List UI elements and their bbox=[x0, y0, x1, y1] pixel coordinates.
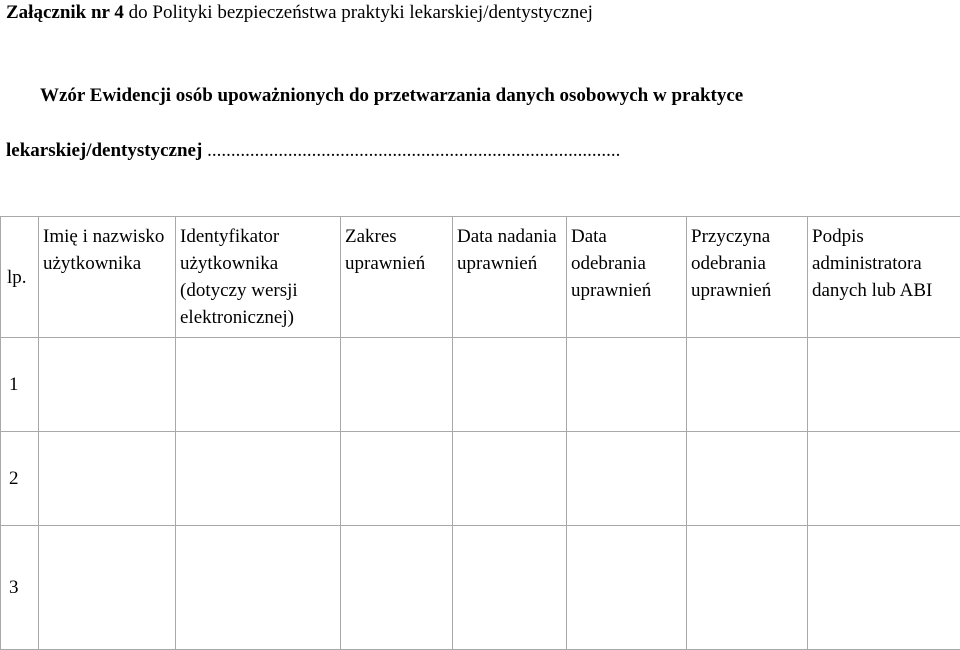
cell-name[interactable] bbox=[39, 432, 176, 526]
document-title-practice-type: lekarskiej/dentystycznej bbox=[6, 140, 202, 161]
header-signature: Podpis administratora danych lub ABI bbox=[808, 217, 960, 338]
row-number: 1 bbox=[1, 338, 39, 432]
cell-revoke-date[interactable] bbox=[567, 338, 687, 432]
cell-name[interactable] bbox=[39, 526, 176, 650]
cell-grant-date[interactable] bbox=[453, 338, 567, 432]
cell-revoke-reason[interactable] bbox=[687, 526, 808, 650]
authorized-persons-table bbox=[0, 216, 960, 650]
attachment-heading bbox=[6, 2, 593, 24]
cell-signature[interactable] bbox=[808, 526, 960, 650]
cell-grant-date[interactable] bbox=[453, 432, 567, 526]
cell-revoke-reason[interactable] bbox=[687, 338, 808, 432]
cell-revoke-reason[interactable] bbox=[687, 432, 808, 526]
header-scope: Zakres uprawnień bbox=[341, 217, 453, 338]
header-grant-date: Data nadania uprawnień bbox=[453, 217, 567, 338]
table-row bbox=[1, 526, 960, 650]
table-row bbox=[1, 338, 960, 432]
cell-revoke-date[interactable] bbox=[567, 526, 687, 650]
header-revoke-reason: Przyczyna odebrania uprawnień bbox=[687, 217, 808, 338]
table-row bbox=[1, 432, 960, 526]
practice-name-fill-line: ....................................................................................... bbox=[202, 140, 620, 161]
row-number: 2 bbox=[1, 432, 39, 526]
cell-user-id[interactable] bbox=[176, 338, 341, 432]
cell-scope[interactable] bbox=[341, 338, 453, 432]
cell-user-id[interactable] bbox=[176, 526, 341, 650]
attachment-description: do Polityki bezpieczeństwa praktyki lekarskiej/dentystycznej bbox=[124, 2, 593, 23]
document-title-line-2 bbox=[6, 140, 620, 162]
cell-signature[interactable] bbox=[808, 432, 960, 526]
header-lp: lp. bbox=[1, 217, 39, 338]
header-revoke-date: Data odebrania uprawnień bbox=[567, 217, 687, 338]
cell-revoke-date[interactable] bbox=[567, 432, 687, 526]
cell-signature[interactable] bbox=[808, 338, 960, 432]
attachment-number: Załącznik nr 4 bbox=[6, 2, 124, 23]
document-title-line-1: Wzór Ewidencji osób upoważnionych do przetwarzania danych osobowych w praktyce bbox=[40, 85, 743, 107]
cell-name[interactable] bbox=[39, 338, 176, 432]
cell-scope[interactable] bbox=[341, 432, 453, 526]
cell-grant-date[interactable] bbox=[453, 526, 567, 650]
cell-scope[interactable] bbox=[341, 526, 453, 650]
header-name: Imię i nazwisko użytkownika bbox=[39, 217, 176, 338]
header-user-id: Identyfikator użytkownika (dotyczy wersji elektronicznej) bbox=[176, 217, 341, 338]
row-number: 3 bbox=[1, 526, 39, 650]
cell-user-id[interactable] bbox=[176, 432, 341, 526]
table-header-row bbox=[1, 217, 960, 338]
